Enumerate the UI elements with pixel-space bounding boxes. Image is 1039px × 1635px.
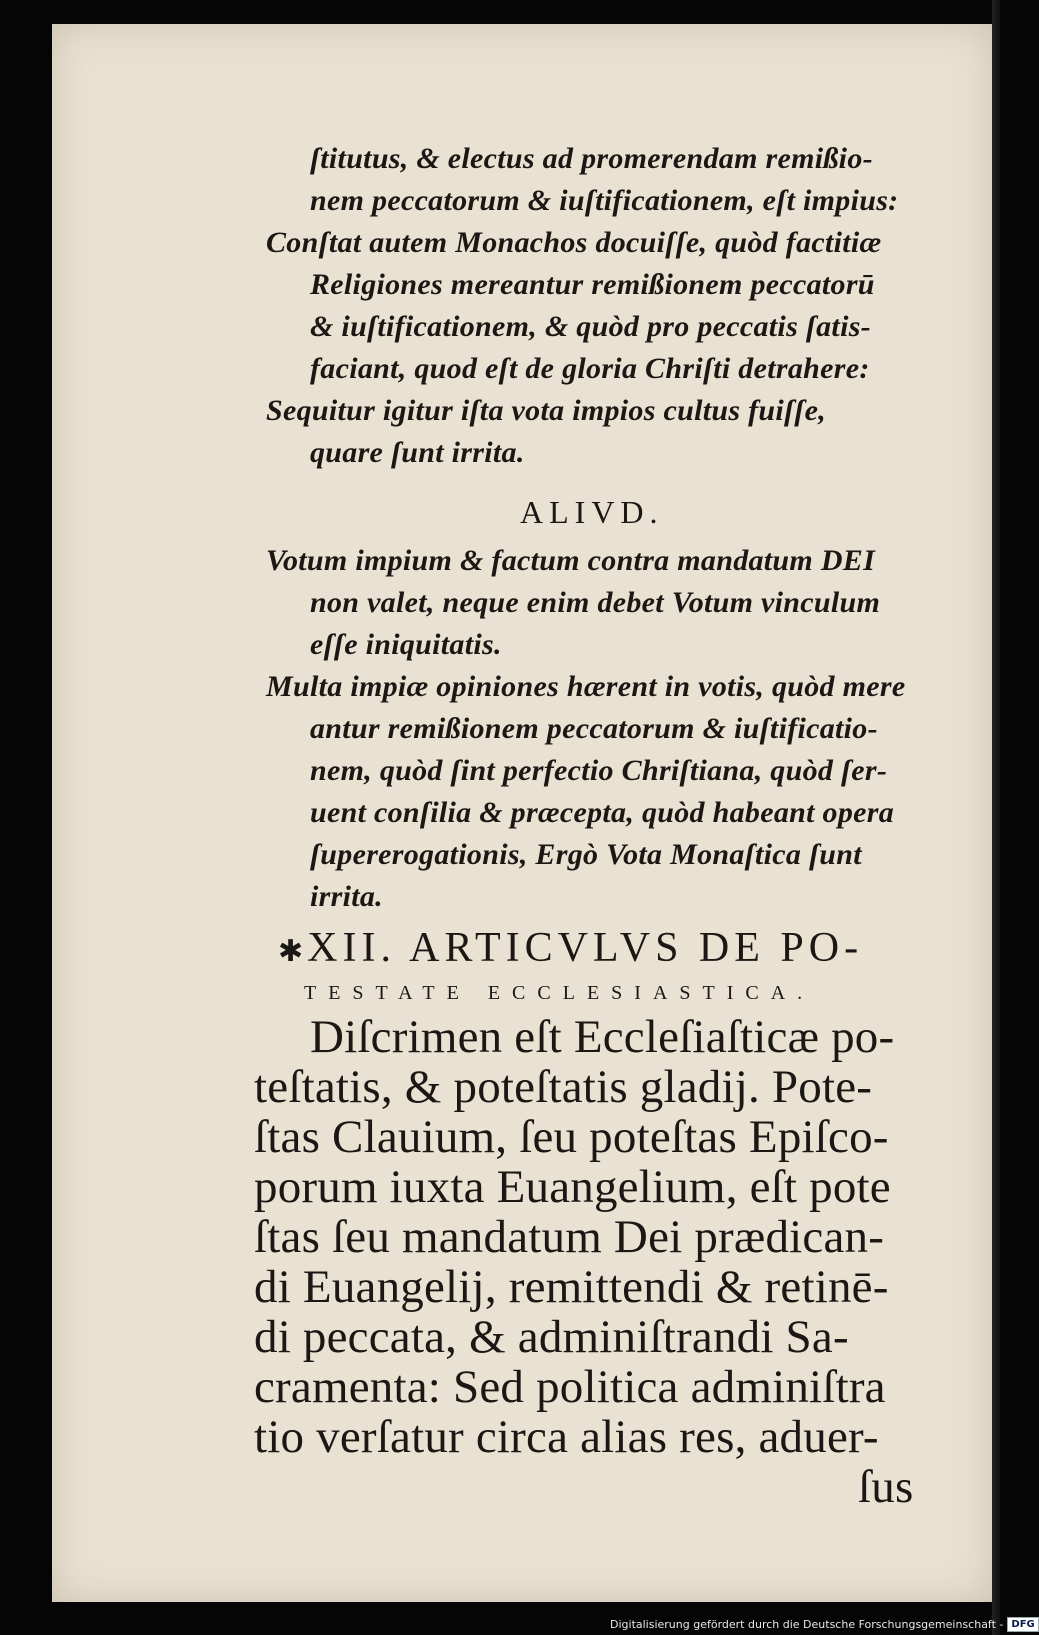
text-line: ſupererogationis, Ergò Vota Monaſtica ſunt [310, 838, 862, 871]
text-line: antur remißionem peccatorum & iuſtificatio- [310, 712, 878, 745]
text-line: eſſe iniquitatis. [310, 628, 502, 661]
text-line: nem peccatorum & iuſtificationem, eſt impius: [310, 184, 899, 217]
dfg-logo: DFG [1007, 1617, 1038, 1632]
article-title: XII. ARTICVLVS DE PO- [307, 925, 864, 971]
text-line: & iuſtificationem, & quòd pro peccatis ſatis- [310, 310, 871, 343]
text-line: Conſtat autem Monachos docuiſſe, quòd factitiæ [266, 226, 882, 259]
text-line: teſtatis, & poteſtatis gladij. Pote- [254, 1061, 873, 1113]
footer-credit: Digitalisierung gefördert durch die Deutsche Forschungsgemeinschaft - [610, 1617, 1004, 1631]
text-line: cramenta: Sed politica adminiſtra [254, 1361, 886, 1413]
text-line: uent conſilia & præcepta, quòd habeant opera [310, 796, 895, 829]
text-line: ſtas Clauium, ſeu poteſtas Epiſco- [254, 1111, 889, 1163]
section-heading: ALIVD. [520, 494, 664, 530]
text-line: ſtitutus, & electus ad promerendam remißio- [310, 142, 873, 175]
text-line: porum iuxta Euangelium, eſt pote [254, 1161, 891, 1213]
text-line: Diſcrimen eſt Eccleſiaſticæ po- [310, 1011, 895, 1063]
text-line: tio verſatur circa alias res, aduer- [254, 1411, 879, 1463]
text-line: non valet, neque enim debet Votum vinculum [310, 586, 881, 619]
article-subheading: TESTATE ECCLESIASTICA. [304, 982, 815, 1004]
text-line: Multa impiæ opiniones hærent in votis, quòd mere [266, 670, 906, 703]
catchword: ſus [858, 1461, 914, 1513]
text-line: Votum impium & factum contra mandatum DEI [266, 544, 876, 577]
text-line: Sequitur igitur iſta vota impios cultus fuiſſe, [266, 394, 827, 427]
book-page [52, 24, 992, 1602]
asterisk-icon: ✱ [278, 935, 308, 968]
text-line: ſtas ſeu mandatum Dei prædican- [254, 1211, 885, 1263]
footer [610, 1614, 1039, 1634]
page-edge [992, 0, 1000, 1635]
text-line: irrita. [310, 880, 383, 913]
text-line: quare ſunt irrita. [310, 436, 525, 469]
text-line: faciant, quod eſt de gloria Chriſti detrahere: [310, 352, 870, 385]
text-line: di Euangelij, remittendi & retinē- [254, 1261, 889, 1313]
page-text [52, 24, 992, 1602]
text-line: nem, quòd ſint perfectio Chriſtiana, quòd ſer- [310, 754, 888, 787]
text-line: di peccata, & adminiſtrandi Sa- [254, 1311, 849, 1363]
text-line: Religiones mereantur remißionem peccatorū [310, 268, 875, 301]
article-heading [278, 924, 863, 972]
